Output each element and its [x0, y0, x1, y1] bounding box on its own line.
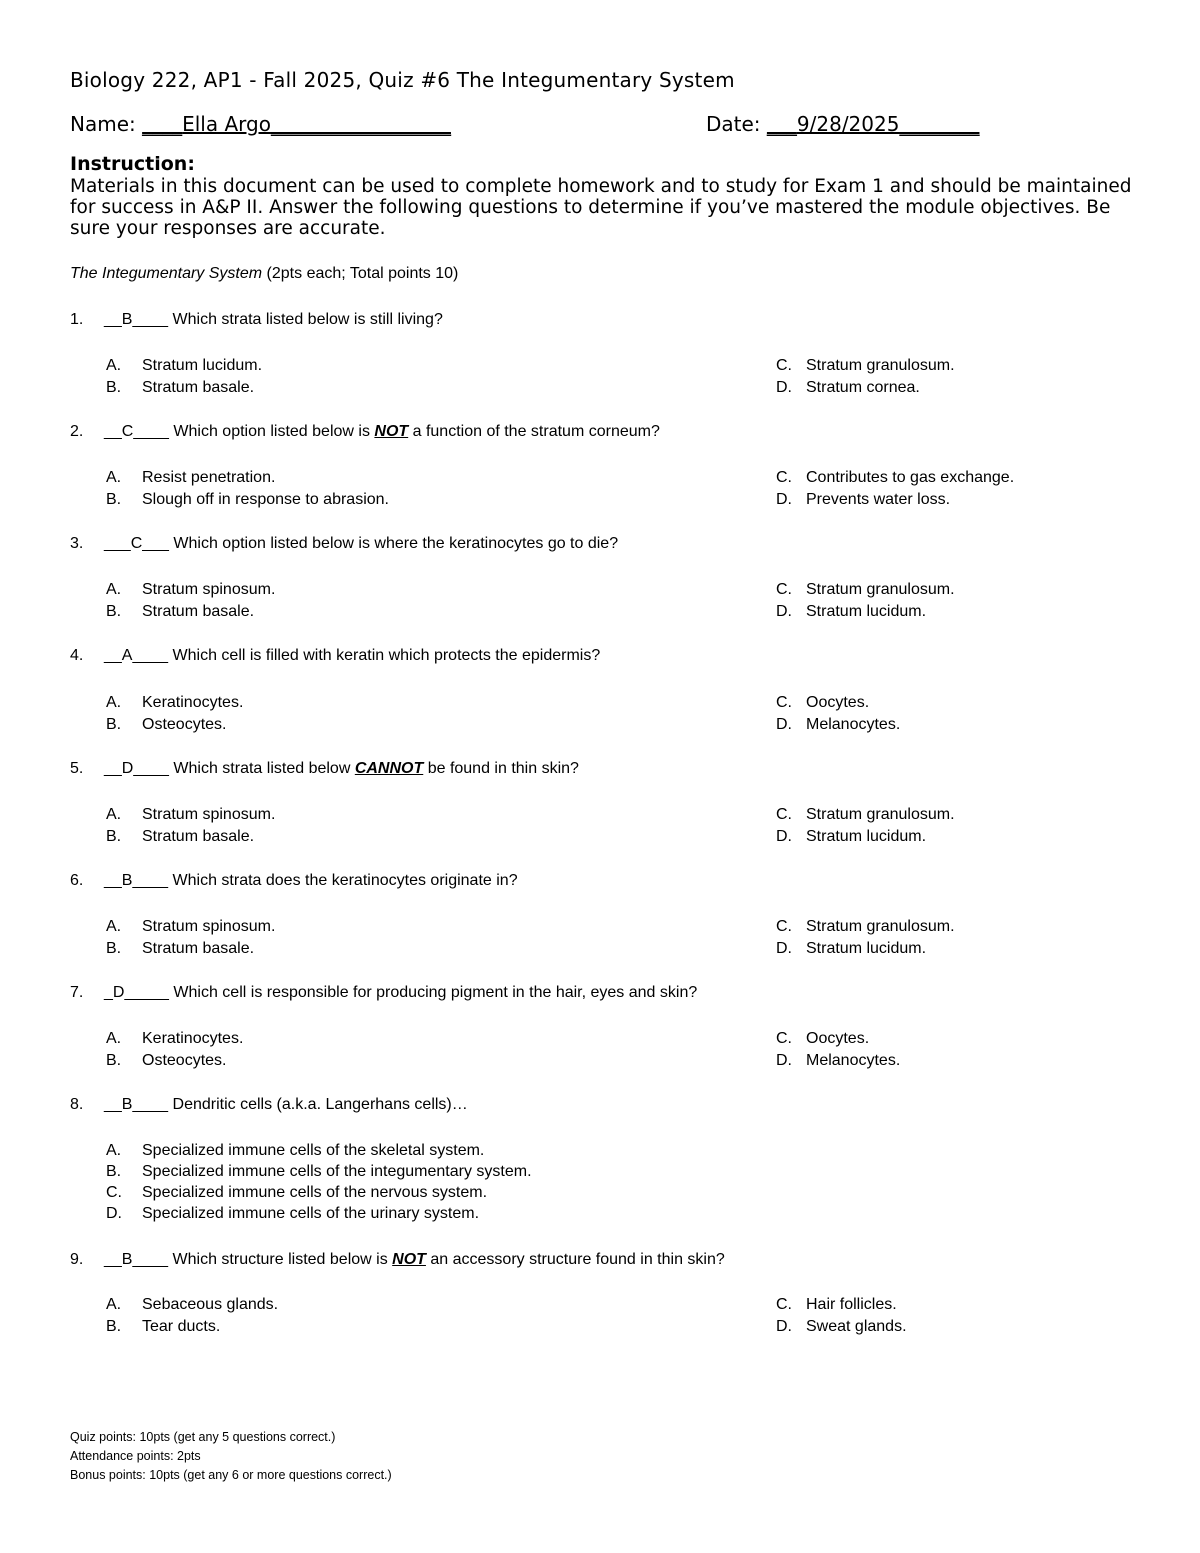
question-8 — [70, 1096, 468, 1114]
answer-blank[interactable]: __D____ — [104, 760, 169, 777]
question-emphasis: NOT — [392, 1251, 426, 1268]
section-heading — [70, 265, 458, 283]
option-text: Oocytes. — [806, 1030, 870, 1047]
option-letter: C. — [776, 1030, 792, 1047]
option-letter: B. — [106, 828, 122, 845]
answer-blank[interactable]: __C____ — [104, 423, 169, 440]
option-d — [776, 379, 920, 397]
option-letter: D. — [776, 940, 792, 957]
option-b — [106, 716, 226, 734]
option-b — [106, 1163, 532, 1181]
option-text: Tear ducts. — [142, 1318, 221, 1335]
option-text: Stratum basale. — [142, 940, 255, 957]
option-a — [106, 806, 275, 824]
option-text: Specialized immune cells of the nervous system. — [142, 1184, 488, 1201]
question-text-end: a function of the stratum corneum? — [408, 423, 660, 440]
option-text: Oocytes. — [806, 694, 870, 711]
option-letter: C. — [776, 1296, 792, 1313]
option-a — [106, 581, 275, 599]
question-4 — [70, 647, 600, 665]
name-blank-pre: ____ — [142, 112, 183, 136]
option-letter: B. — [106, 603, 122, 620]
option-letter: B. — [106, 1163, 122, 1180]
question-number: 6. — [70, 872, 84, 889]
option-c — [776, 1030, 869, 1048]
name-field[interactable] — [142, 112, 451, 136]
option-d — [776, 1052, 900, 1070]
option-letter: A. — [106, 1296, 122, 1313]
option-text: Melanocytes. — [806, 716, 901, 733]
option-letter: C. — [776, 581, 792, 598]
option-b — [106, 1052, 226, 1070]
option-text: Stratum spinosum. — [142, 918, 276, 935]
option-letter: B. — [106, 379, 122, 396]
question-text-end: an accessory structure found in thin skin? — [425, 1251, 725, 1268]
question-text-end: be found in thin skin? — [423, 760, 579, 777]
option-text: Stratum granulosum. — [806, 918, 955, 935]
option-text: Stratum basale. — [142, 603, 255, 620]
date-label: Date: — [706, 112, 761, 136]
option-letter: B. — [106, 1052, 122, 1069]
option-letter: B. — [106, 716, 122, 733]
option-text: Stratum granulosum. — [806, 581, 955, 598]
option-c — [776, 1296, 897, 1314]
option-text: Osteocytes. — [142, 716, 227, 733]
question-number: 1. — [70, 311, 84, 328]
option-text: Contributes to gas exchange. — [806, 469, 1015, 486]
option-d — [776, 1318, 907, 1336]
option-text: Sebaceous glands. — [142, 1296, 279, 1313]
option-a — [106, 1142, 484, 1160]
name-label: Name: — [70, 112, 136, 136]
question-number: 5. — [70, 760, 84, 777]
option-letter: C. — [776, 357, 792, 374]
date-blank-pre: ___ — [766, 112, 797, 136]
option-text: Hair follicles. — [806, 1296, 897, 1313]
option-letter: A. — [106, 1030, 122, 1047]
answer-blank[interactable]: ___C___ — [104, 535, 169, 552]
option-c — [106, 1184, 487, 1202]
option-letter: D. — [776, 491, 792, 508]
question-1 — [70, 311, 443, 329]
option-c — [776, 806, 955, 824]
option-a — [106, 694, 243, 712]
option-a — [106, 357, 262, 375]
date-field[interactable] — [767, 112, 980, 136]
question-text: Dendritic cells (a.k.a. Langerhans cells)… — [172, 1096, 468, 1113]
question-text: Which option listed below is — [173, 423, 375, 440]
option-a — [106, 918, 275, 936]
document-title: Biology 222, AP1 - Fall 2025, Quiz #6 The Integumentary System — [70, 68, 735, 92]
question-7 — [70, 984, 697, 1002]
question-text: Which cell is responsible for producing pigment in the hair, eyes and skin? — [173, 984, 698, 1001]
date-blank-post: ________ — [899, 112, 980, 136]
option-text: Stratum basale. — [142, 828, 255, 845]
answer-blank[interactable]: __B____ — [104, 311, 169, 328]
option-text: Stratum granulosum. — [806, 357, 955, 374]
question-text: Which structure listed below is — [172, 1251, 393, 1268]
option-a — [106, 1296, 278, 1314]
option-b — [106, 940, 254, 958]
option-c — [776, 357, 955, 375]
option-letter: A. — [106, 918, 122, 935]
option-c — [776, 918, 955, 936]
date-value: 9/28/2025 — [796, 112, 900, 136]
answer-blank[interactable]: __B____ — [104, 1096, 169, 1113]
option-text: Sweat glands. — [806, 1318, 907, 1335]
option-text: Prevents water loss. — [806, 491, 951, 508]
option-letter: A. — [106, 1142, 122, 1159]
name-value: Ella Argo — [182, 112, 271, 136]
option-text: Melanocytes. — [806, 1052, 901, 1069]
name-line — [70, 112, 451, 136]
option-b — [106, 379, 254, 397]
option-text: Stratum lucidum. — [142, 357, 263, 374]
option-letter: B. — [106, 940, 122, 957]
option-d — [776, 491, 950, 509]
question-number: 7. — [70, 984, 84, 1001]
date-line — [706, 112, 979, 136]
option-b — [106, 1318, 220, 1336]
quiz-points: Quiz points: 10pts (get any 5 questions correct.) — [70, 1430, 336, 1444]
bonus-points: Bonus points: 10pts (get any 6 or more questions correct.) — [70, 1468, 392, 1482]
option-letter: D. — [776, 603, 792, 620]
option-letter: C. — [776, 806, 792, 823]
option-b — [106, 603, 254, 621]
option-c — [776, 581, 955, 599]
option-d — [776, 828, 926, 846]
instruction-heading: Instruction: — [70, 153, 195, 175]
option-letter: C. — [776, 694, 792, 711]
option-text: Stratum cornea. — [806, 379, 920, 396]
points-footer — [70, 1428, 392, 1485]
question-number: 3. — [70, 535, 84, 552]
option-text: Osteocytes. — [142, 1052, 227, 1069]
option-d — [776, 603, 926, 621]
answer-blank[interactable]: __B____ — [104, 1251, 169, 1268]
option-text: Specialized immune cells of the urinary system. — [142, 1205, 480, 1222]
question-2 — [70, 423, 660, 441]
option-letter: D. — [776, 1318, 792, 1335]
option-a — [106, 469, 275, 487]
question-emphasis: CANNOT — [354, 760, 424, 777]
question-number: 9. — [70, 1251, 84, 1268]
option-text: Stratum granulosum. — [806, 806, 955, 823]
option-letter: A. — [106, 469, 122, 486]
option-letter: A. — [106, 694, 122, 711]
option-letter: A. — [106, 357, 122, 374]
answer-blank[interactable]: __A____ — [104, 647, 169, 664]
section-points: (2pts each; Total points 10) — [266, 265, 459, 282]
option-text: Stratum spinosum. — [142, 806, 276, 823]
question-9 — [70, 1251, 725, 1269]
option-a — [106, 1030, 243, 1048]
option-letter: C. — [106, 1184, 122, 1201]
option-text: Specialized immune cells of the skeletal system. — [142, 1142, 485, 1159]
option-letter: B. — [106, 491, 122, 508]
option-text: Resist penetration. — [142, 469, 276, 486]
option-letter: C. — [776, 918, 792, 935]
answer-blank[interactable]: _D_____ — [104, 984, 169, 1001]
option-text: Specialized immune cells of the integumentary system. — [142, 1163, 532, 1180]
option-b — [106, 828, 254, 846]
option-letter: B. — [106, 1318, 122, 1335]
option-text: Stratum basale. — [142, 379, 255, 396]
option-c — [776, 469, 1014, 487]
option-letter: D. — [776, 716, 792, 733]
question-number: 4. — [70, 647, 84, 664]
option-letter: D. — [776, 828, 792, 845]
option-b — [106, 491, 389, 509]
question-text: Which strata listed below is still living? — [172, 311, 443, 328]
option-d — [776, 716, 900, 734]
option-c — [776, 694, 869, 712]
option-letter: A. — [106, 581, 122, 598]
question-3 — [70, 535, 618, 553]
option-d — [776, 940, 926, 958]
option-letter: A. — [106, 806, 122, 823]
option-text: Stratum lucidum. — [806, 828, 927, 845]
option-d — [106, 1205, 479, 1223]
option-letter: D. — [776, 379, 792, 396]
question-number: 2. — [70, 423, 84, 440]
question-text: Which option listed below is where the keratinocytes go to die? — [173, 535, 619, 552]
option-text: Stratum lucidum. — [806, 603, 927, 620]
name-blank-post: __________________ — [270, 112, 451, 136]
question-text: Which strata does the keratinocytes originate in? — [172, 872, 518, 889]
question-text: Which cell is filled with keratin which protects the epidermis? — [172, 647, 601, 664]
option-text: Stratum spinosum. — [142, 581, 276, 598]
question-5 — [70, 760, 579, 778]
answer-blank[interactable]: __B____ — [104, 872, 169, 889]
question-6 — [70, 872, 518, 890]
question-text: Which strata listed below — [173, 760, 355, 777]
option-letter: D. — [776, 1052, 792, 1069]
option-text: Stratum lucidum. — [806, 940, 927, 957]
option-text: Keratinocytes. — [142, 1030, 244, 1047]
instruction-body: Materials in this document can be used to complete homework and to study for Exam 1 and should be maintained for success in A&P II. Answer the following questions to determine if you’ve mastered the module objectives. Be sure your responses are accurate. — [70, 176, 1132, 239]
option-letter: C. — [776, 469, 792, 486]
question-emphasis: NOT — [374, 423, 409, 440]
question-number: 8. — [70, 1096, 84, 1113]
option-text: Keratinocytes. — [142, 694, 244, 711]
option-letter: D. — [106, 1205, 122, 1222]
option-text: Slough off in response to abrasion. — [142, 491, 389, 508]
attendance-points: Attendance points: 2pts — [70, 1449, 201, 1463]
section-title: The Integumentary System — [70, 265, 263, 282]
